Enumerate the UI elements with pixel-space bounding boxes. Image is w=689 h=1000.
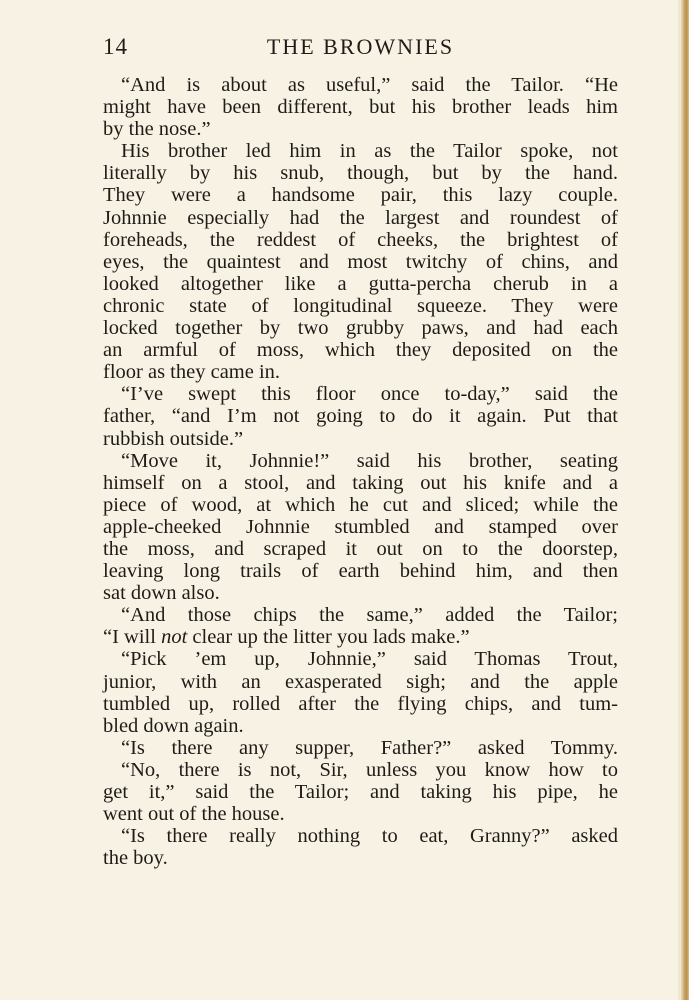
text-fragment: clear up the litter you lads make.”	[187, 626, 470, 649]
text-line: locked together by two grubby paws, and had each	[103, 317, 618, 340]
text-line: by the nose.”	[103, 118, 211, 141]
paragraph	[103, 737, 618, 759]
text-line: “No, there is not, Sir, unless you know how to	[121, 758, 618, 781]
text-line: bled down again.	[103, 714, 244, 737]
paragraph	[103, 759, 618, 825]
text-line: junior, with an exasperated sigh; and the apple	[103, 670, 618, 693]
text-line: get it,” said the Tailor; and taking his pipe, he	[103, 781, 618, 803]
text-line: “Pick ’em up, Johnnie,” said Thomas Trout,	[121, 648, 618, 671]
text-fragment: “I will	[103, 626, 162, 649]
paragraph	[103, 140, 618, 383]
text-line: eyes, the quaintest and most twitchy of chins, and	[103, 250, 618, 273]
paragraph	[103, 450, 618, 605]
text-line: an armful of moss, which they deposited on the	[103, 339, 618, 362]
text-line: leaving long trails of earth behind him, and then	[103, 560, 618, 583]
emphasized-word: not	[161, 626, 188, 649]
paragraph	[103, 383, 618, 449]
paragraph	[103, 648, 618, 736]
text-line: might have been different, but his brother leads him	[103, 96, 618, 119]
text-line: “I’ve swept this floor once to-day,” said the	[121, 383, 618, 406]
text-line: the moss, and scraped it out on to the doorstep,	[103, 537, 618, 560]
text-line: piece of wood, at which he cut and sliced; while the	[103, 493, 618, 516]
text-line: “Is there really nothing to eat, Granny?” asked	[121, 825, 618, 848]
text-line: “Move it, Johnnie!” said his brother, seating	[121, 449, 618, 472]
page-header	[103, 34, 618, 64]
page-number: 14	[103, 34, 128, 59]
text-line: His brother led him in as the Tailor spoke, not	[121, 140, 618, 163]
paragraph	[103, 604, 618, 648]
text-line: Johnnie especially had the largest and roundest of	[103, 206, 618, 229]
text-line: chronic state of longitudinal squeeze. They were	[103, 294, 618, 317]
text-line: rubbish outside.”	[103, 427, 244, 450]
text-line: They were a handsome pair, this lazy couple.	[103, 184, 618, 207]
text-line: father, “and I’m not going to do it again. Put that	[103, 405, 618, 428]
paragraph	[103, 74, 618, 140]
text-line: the boy.	[103, 847, 168, 870]
text-line: sat down also.	[103, 582, 220, 605]
text-line: looked altogether like a gutta-percha cherub in a	[103, 272, 618, 295]
text-line: himself on a stool, and taking out his knife and a	[103, 471, 618, 494]
text-line: apple-cheeked Johnnie stumbled and stamped over	[103, 515, 618, 538]
text-line: “And those chips the same,” added the Tailor;	[121, 604, 618, 627]
paragraph	[103, 825, 618, 869]
text-line: foreheads, the reddest of cheeks, the brightest of	[103, 228, 618, 251]
text-line: floor as they came in.	[103, 361, 281, 384]
running-head: THE BROWNIES	[266, 34, 455, 59]
text-line: went out of the house.	[103, 803, 285, 826]
text-line: tumbled up, rolled after the flying chips, and tum-	[103, 692, 618, 715]
text-line-with-emphasis	[103, 626, 618, 648]
text-line: literally by his snub, though, but by the hand.	[103, 162, 618, 185]
page-gilt-edge	[681, 0, 689, 1000]
text-line: “Is there any supper, Father?” asked Tommy.	[121, 736, 618, 759]
text-body	[103, 74, 618, 869]
text-line: “And is about as useful,” said the Tailor. “He	[121, 74, 618, 96]
